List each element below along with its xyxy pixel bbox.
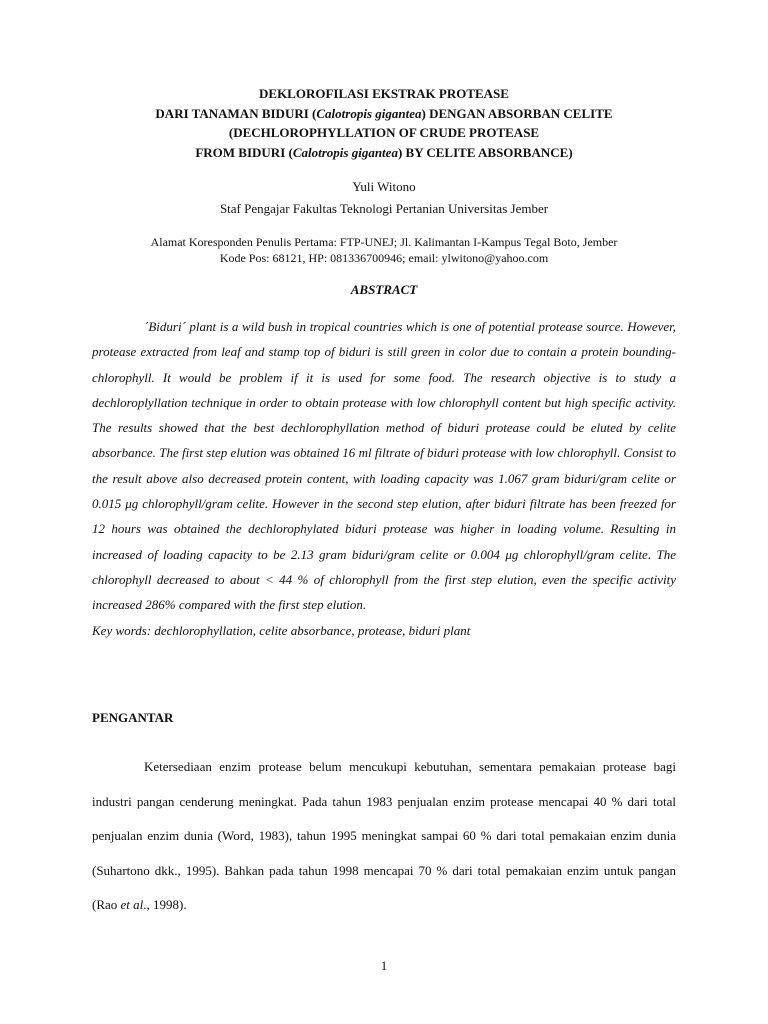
keywords: Key words: dechlorophyllation, celite absorbance, protease, biduri plant: [92, 622, 471, 638]
title-indonesian: [60, 84, 708, 124]
author-name: Yuli Witono: [352, 179, 416, 194]
intro-section: [92, 750, 676, 923]
address-line1: Alamat Koresponden Penulis Pertama: FTP-UNEJ; Jl. Kalimantan I-Kampus Tegal Boto, Jember: [150, 235, 618, 249]
intro-citation-italic: et al: [120, 897, 144, 912]
section-heading: PENGANTAR: [92, 710, 174, 725]
abstract-section: [92, 314, 676, 643]
page-number: 1: [380, 958, 388, 973]
abstract-text: ´Biduri´ plant is a wild bush in tropical countries which is one of potential protease source. However, protease extracted from leaf and stamp top of biduri is still green in color due to contain a protein bounding-chlorophyll. It would be problem if it is used for some food. The research objective is to study a dechloroplyllation technique in order to obtain protease with low chlorophyll content but high specific activity. The results showed that the best dechlorophyllation method of biduri protease could be eluted by celite absorbance. The first step elution was obtained 16 ml filtrate of biduri protease with low chlorophyll. Consist to the result above also decreased protein content, with loading capacity was 1.067 gram biduri/gram celite or 0.015 μg chlorophyll/gram celite. However in the second step elution, after biduri filtrate has been freezed for 12 hours was obtained the dechlorophylated biduri protease was higher in loading volume. Resulting in increased of loading capacity to be 2.13 gram biduri/gram celite or 0.004 μg chlorophyll/gram celite. The chlorophyll decreased to about < 44 % of chlorophyll from the first step elution, even the specific activity increased 286% compared with the first step elution.: [92, 319, 676, 613]
address-line2: Kode Pos: 68121, HP: 081336700946; email: ylwitono@yahoo.com: [219, 251, 549, 265]
title-id-line2-post: ) DENGAN ABSORBAN CELITE: [421, 106, 613, 121]
title-en-scientific-name: Calotropis gigantea: [292, 145, 398, 160]
title-id-line2: [60, 104, 708, 124]
title-id-scientific-name: Calotropis gigantea: [316, 106, 422, 121]
title-id-line2-pre: DARI TANAMAN BIDURI (: [155, 106, 317, 121]
title-id-line1: DEKLOROFILASI EKSTRAK PROTEASE: [259, 86, 509, 101]
title-en-line1: (DECHLOROPHYLLATION OF CRUDE PROTEASE: [228, 125, 540, 140]
author-affiliation: Staf Pengajar Fakultas Teknologi Pertanian Universitas Jember: [219, 201, 549, 216]
title-en-line2: [60, 143, 708, 163]
intro-text-end: ., 1998).: [143, 897, 187, 912]
abstract-heading: ABSTRACT: [350, 282, 418, 297]
title-english: [60, 123, 708, 163]
title-en-line2-post: ) BY CELITE ABSORBANCE): [397, 145, 573, 160]
intro-text: Ketersediaan enzim protease belum mencukupi kebutuhan, sementara pemakaian protease bagi industri pangan cenderung meningkat. Pada tahun 1983 penjualan enzim protease mencapai 40 % dari total penjualan enzim dunia (Word, 1983), tahun 1995 meningkat sampai 60 % dari total pemakaian enzim dunia (Suhartono dkk., 1995). Bahkan pada tahun 1998 mencapai 70 % dari total pemakaian enzim untuk pangan (Rao: [92, 759, 676, 912]
intro-paragraph: [92, 750, 676, 923]
title-en-line2-pre: FROM BIDURI (: [195, 145, 293, 160]
correspondence-address: [60, 234, 708, 266]
